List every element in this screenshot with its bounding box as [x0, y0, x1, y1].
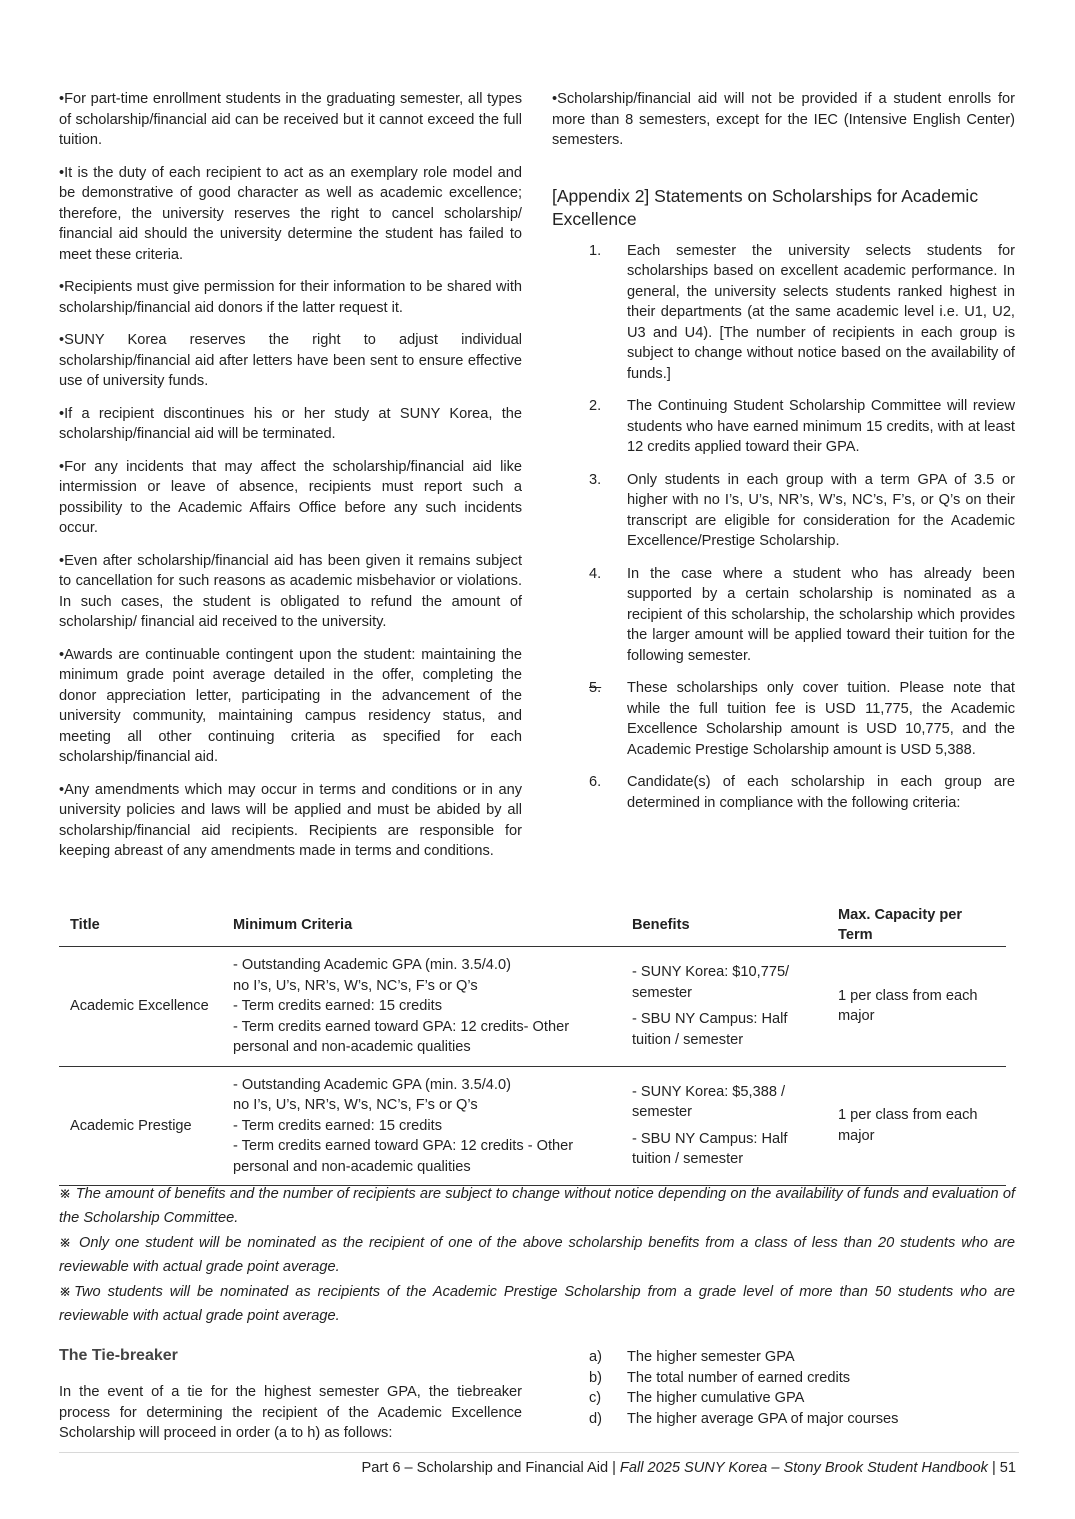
- criteria-line: - Term credits earned: 15 credits: [233, 998, 442, 1014]
- footer-separator: |: [612, 1460, 616, 1476]
- list-item: [589, 1388, 1019, 1409]
- policy-paragraph: •For any incidents that may affect the scholarship/financial aid like intermission or leave of absence, recipients must report such a possibility to the Academic Affairs Office before any such incidents occur.: [59, 458, 522, 536]
- list-item: [552, 564, 1015, 667]
- list-item: [552, 772, 1015, 813]
- criteria-line: - Outstanding Academic GPA (min. 3.5/4.0): [233, 957, 511, 973]
- policy-paragraph: •Any amendments which may occur in terms and conditions or in any university policies and laws will be applied and must be abided by all scholarship/financial aid recipients. Recipients are responsible for keeping abreast of any amendments made in terms and conditions.: [59, 781, 522, 859]
- scholarship-table: [59, 902, 1006, 1186]
- policy-paragraph: •SUNY Korea reserves the right to adjust individual scholarship/financial aid after letters have been sent to ensure effective use of university funds.: [59, 332, 522, 389]
- benefit-line: - SBU NY Campus: Half tuition / semester: [632, 1011, 788, 1048]
- table-row: [59, 947, 1006, 1067]
- page-number: 51: [999, 1460, 1016, 1476]
- benefits-cell: [621, 1066, 827, 1186]
- tiebreaker-heading: The Tie-breaker: [59, 1347, 178, 1364]
- benefits-cell: [621, 947, 827, 1067]
- list-number: 4.: [589, 565, 602, 582]
- column-header-capacity: Max. Capacity per Term: [827, 902, 1006, 947]
- list-item-text: The higher cumulative GPA: [627, 1390, 805, 1406]
- appendix-title: [Appendix 2] Statements on Scholarships for Academic Excellence: [552, 185, 979, 229]
- list-item-text: In the case where a student who has already been supported by a certain scholarship is nominated as a recipient of this scholarship, the scholarship which provides the larger amount will be applied toward their tuition for the following semester.: [627, 565, 1015, 664]
- list-item-text: The Continuing Student Scholarship Committee will review students who have earned minimum 15 credits, with at least 12 credits applied toward their GPA.: [627, 398, 1015, 455]
- table-notes: [59, 1182, 1015, 1329]
- note: ※ Only one student will be nominated as the recipient of one of the above scholarship benefits from a class of less than 20 students who are reviewable with actual grade point average.: [59, 1235, 1015, 1275]
- list-number: 5.: [589, 680, 602, 696]
- scholarship-title: Academic Prestige: [59, 1066, 222, 1186]
- list-letter: a): [589, 1349, 602, 1365]
- column-header-criteria: Minimum Criteria: [222, 902, 621, 947]
- criteria-line: - Term credits earned: 15 credits: [233, 1117, 442, 1134]
- page-footer: [362, 1460, 1017, 1476]
- policy-paragraph: •For part-time enrollment students in the graduating semester, all types of scholarship/financial aid can be received but it cannot exceed the full tuition.: [59, 91, 522, 148]
- footer-separator: |: [991, 1460, 996, 1476]
- list-item-text: The higher average GPA of major courses: [627, 1410, 899, 1427]
- list-item-text: These scholarships only cover tuition. Please note that while the full tuition fee is USD 11,775, the Academic Excellence Scholarship amount is USD 10,775, and the Academic Prestige Scholarship amount is USD 5,388.: [627, 680, 1015, 758]
- tiebreaker-text: In the event of a tie for the highest semester GPA, the tiebreaker process for determining the recipient of the Academic Excellence Scholarship will proceed in order (a to h) as follows:: [59, 1384, 522, 1441]
- benefit-line: - SBU NY Campus: Half tuition / semester: [632, 1130, 788, 1168]
- list-item: [589, 1409, 1019, 1430]
- list-item: [552, 396, 1015, 458]
- list-number: 6.: [589, 774, 602, 790]
- scholarship-title: Academic Excellence: [59, 947, 222, 1067]
- list-item: [552, 470, 1015, 552]
- list-letter: d): [589, 1410, 602, 1427]
- column-header-title: Title: [59, 902, 222, 947]
- footer-handbook-title: Fall 2025 SUNY Korea – Stony Brook Student Handbook: [619, 1460, 988, 1476]
- list-item-text: Each semester the university selects students for scholarships based on excellent academic performance. In general, the university selects students ranked highest in their departments (at the same academic level i.e. U1, U2, U3 and U4). [The number of recipients in each group is subject to change without notice based on the availability of funds.]: [627, 242, 1015, 382]
- capacity-cell: 1 per class from each major: [827, 947, 1006, 1067]
- table-row: [59, 1066, 1006, 1186]
- criteria-line: - Term credits earned toward GPA: 12 credits - Other personal and non-academic qualities: [233, 1138, 574, 1175]
- note: ※ The amount of benefits and the number of recipients are subject to change without notice depending on the availability of funds and evaluation of the Scholarship Committee.: [59, 1186, 1015, 1226]
- policy-paragraph: •If a recipient discontinues his or her study at SUNY Korea, the scholarship/financial aid will be terminated.: [59, 405, 522, 442]
- criteria-line: no I’s, U’s, NR’s, W’s, NC’s, F’s or Q’s: [233, 977, 478, 994]
- note: ※Two students will be nominated as recipients of the Academic Prestige Scholarship from a grade level of more than 50 students who are reviewable with actual grade point average.: [59, 1284, 1015, 1324]
- policy-paragraph: •Scholarship/financial aid will not be provided if a student enrolls for more than 8 semesters, except for the IEC (Intensive English Center) semesters.: [552, 91, 1015, 148]
- criteria-line: - Outstanding Academic GPA (min. 3.5/4.0): [233, 1076, 511, 1093]
- list-item: [589, 1368, 1019, 1389]
- left-column: [59, 89, 522, 874]
- list-item-text: Candidate(s) of each scholarship in each group are determined in compliance with the following criteria:: [627, 774, 1015, 811]
- capacity-cell: 1 per class from each major: [827, 1066, 1006, 1186]
- criteria-line: - Term credits earned toward GPA: 12 credits- Other personal and non-academic qualities: [233, 1018, 570, 1055]
- list-item: [589, 1347, 1019, 1368]
- list-item-text: Only students in each group with a term GPA of 3.5 or higher with no I’s, U’s, NR’s, W’s, NC’s, F’s, or Q’s on their transcript are eligible for consideration for the Academic Excellence/Prestige Scholarship.: [627, 471, 1015, 549]
- list-letter: c): [589, 1390, 602, 1406]
- column-header-benefits: Benefits: [621, 902, 827, 947]
- appendix-list: [552, 241, 1015, 814]
- list-item: [552, 678, 1015, 760]
- policy-paragraph: •Recipients must give permission for their information to be shared with scholarship/financial aid donors if the latter request it.: [59, 279, 522, 316]
- tiebreaker-list: [589, 1347, 1019, 1429]
- footer-divider: [59, 1452, 1019, 1453]
- criteria-cell: [222, 947, 621, 1067]
- footer-section: Part 6 – Scholarship and Financial Aid: [361, 1460, 609, 1476]
- right-column: [552, 89, 1015, 825]
- policy-paragraph: •Awards are continuable contingent upon the student: maintaining the minimum grade point average detailed in the offer, completing the donor appreciation letter, participating in the advancement of the university community, maintaining campus residency status, and meeting all other continuing criteria as specified for each scholarship/financial aid.: [59, 646, 522, 765]
- list-number: 3.: [589, 471, 602, 488]
- benefit-line: - SUNY Korea: $5,388 / semester: [632, 1083, 786, 1121]
- list-item-text: The higher semester GPA: [627, 1349, 795, 1365]
- list-number: 2.: [589, 398, 602, 414]
- list-item-text: The total number of earned credits: [627, 1369, 851, 1386]
- criteria-cell: [222, 1066, 621, 1186]
- benefit-line: - SUNY Korea: $10,775/ semester: [632, 964, 790, 1001]
- list-number: 1.: [589, 242, 602, 259]
- policy-paragraph: •Even after scholarship/financial aid has been given it remains subject to cancellation for such reasons as academic misbehavior or violations. In such cases, the student is obligated to refund the amount of scholarship/ financial aid received to the university.: [59, 552, 522, 630]
- list-item: [552, 241, 1015, 385]
- table-header-row: [59, 902, 1006, 947]
- criteria-line: no I’s, U’s, NR’s, W’s, NC’s, F’s or Q’s: [233, 1097, 478, 1113]
- policy-paragraph: •It is the duty of each recipient to act as an exemplary role model and be demonstrative of good character as well as academic excellence; therefore, the university reserves the right to cancel scholarship/ financial aid should the university determine the student has failed to meet these criteria.: [59, 164, 522, 263]
- list-letter: b): [589, 1369, 602, 1386]
